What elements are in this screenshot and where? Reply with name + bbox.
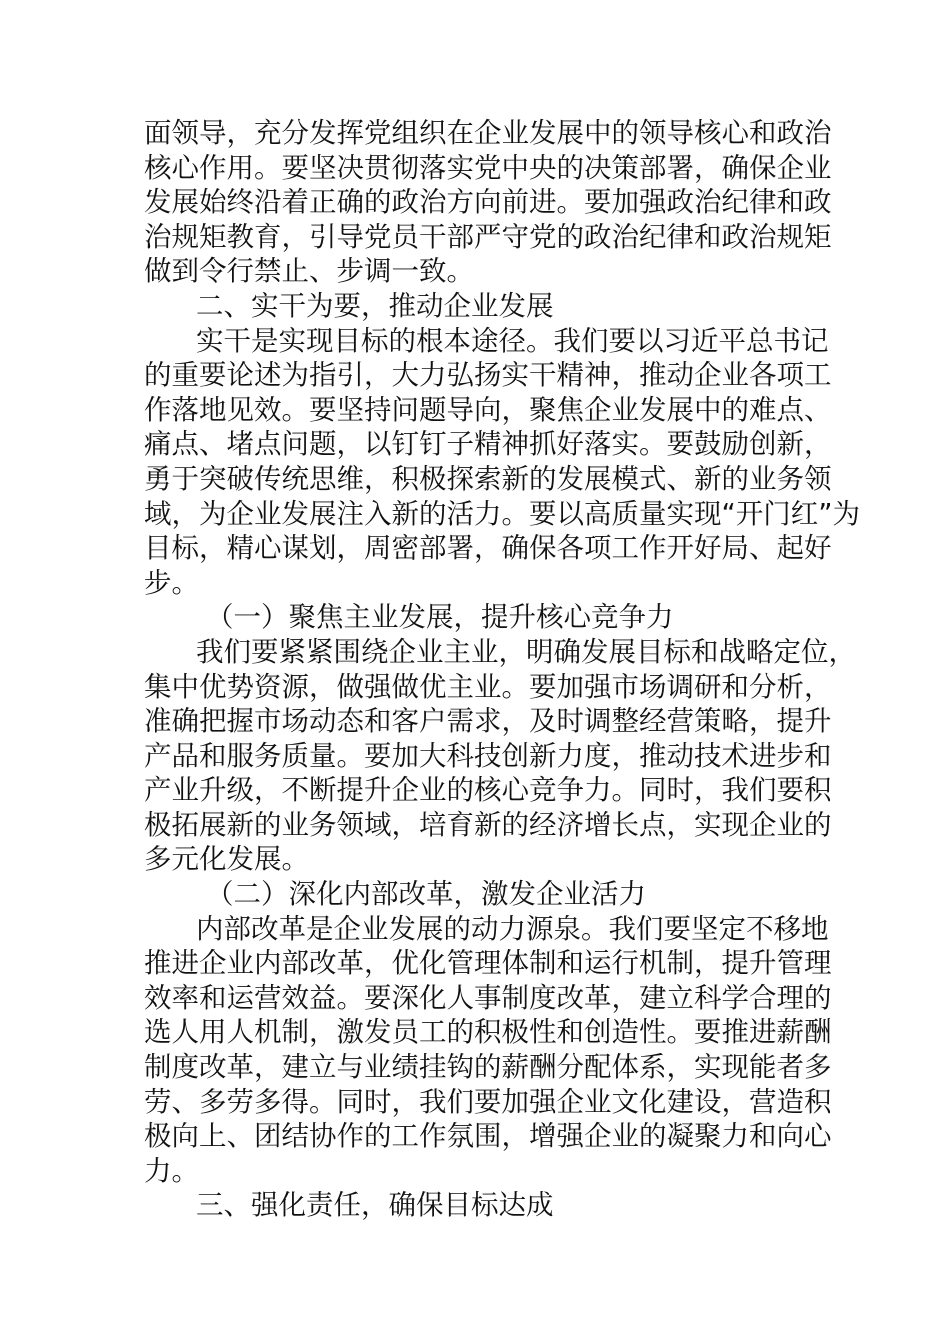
paragraph-line: 内部改革是企业发展的动力源泉。我们要坚定不移地 <box>196 912 829 945</box>
paragraph-line: 核心作用。要坚决贯彻落实党中央的决策部署，确保企业 <box>144 151 832 184</box>
paragraph-line: 产品和服务质量。要加大科技创新力度，推动技术进步和 <box>144 739 832 772</box>
paragraph-line: 我们要紧紧围绕企业主业，明确发展目标和战略定位， <box>196 635 856 668</box>
paragraph-line: 制度改革，建立与业绩挂钩的薪酬分配体系，实现能者多 <box>144 1051 832 1084</box>
paragraph-line: 治规矩教育，引导党员干部严守党的政治纪律和政治规矩 <box>144 220 832 253</box>
subsection-heading-1: （一）聚焦主业发展，提升核心竞争力 <box>206 601 674 634</box>
paragraph-line: 集中优势资源，做强做优主业。要加强市场调研和分析， <box>144 670 832 703</box>
paragraph-line: 面领导，充分发挥党组织在企业发展中的领导核心和政治 <box>144 117 832 149</box>
body-text <box>144 116 860 1223</box>
paragraph-line: 极向上、团结协作的工作氛围，增强企业的凝聚力和向心 <box>144 1120 832 1153</box>
paragraph-line: 劳、多劳多得。同时，我们要加强企业文化建设，营造积 <box>144 1085 832 1118</box>
paragraph-line: 力。 <box>144 1154 199 1187</box>
paragraph-line: 推进企业内部改革，优化管理体制和运行机制，提升管理 <box>144 947 832 980</box>
paragraph-line: 发展始终沿着正确的政治方向前进。要加强政治纪律和政 <box>144 186 832 219</box>
paragraph-line: 步。 <box>144 566 199 599</box>
paragraph-line: 选人用人机制，激发员工的积极性和创造性。要推进薪酬 <box>144 1016 832 1049</box>
paragraph-line: 效率和运营效益。要深化人事制度改革，建立科学合理的 <box>144 981 832 1014</box>
paragraph-line: 作落地见效。要坚持问题导向，聚焦企业发展中的难点、 <box>144 393 832 426</box>
paragraph-line: 域，为企业发展注入新的活力。要以高质量实现“开门红”为 <box>144 497 860 530</box>
paragraph-line: 目标，精心谋划，周密部署，确保各项工作开好局、起好 <box>144 532 832 565</box>
paragraph-line: 产业升级，不断提升企业的核心竞争力。同时，我们要积 <box>144 774 832 807</box>
section-heading-2: 二、实干为要，推动企业发展 <box>196 289 554 322</box>
paragraph-line: 痛点、堵点问题，以钉钉子精神抓好落实。要鼓励创新， <box>144 428 832 461</box>
paragraph-line: 做到令行禁止、步调一致。 <box>144 255 474 288</box>
paragraph-line: 勇于突破传统思维，积极探索新的发展模式、新的业务领 <box>144 462 832 495</box>
paragraph-line: 准确把握市场动态和客户需求，及时调整经营策略，提升 <box>144 705 832 738</box>
section-heading-3: 三、强化责任，确保目标达成 <box>196 1189 554 1222</box>
paragraph-line: 多元化发展。 <box>144 843 309 876</box>
paragraph-line: 极拓展新的业务领域，培育新的经济增长点，实现企业的 <box>144 808 832 841</box>
paragraph-line: 实干是实现目标的根本途径。我们要以习近平总书记 <box>196 324 829 357</box>
paragraph-line: 的重要论述为指引，大力弘扬实干精神，推动企业各项工 <box>144 359 832 392</box>
subsection-heading-2: （二）深化内部改革，激发企业活力 <box>206 878 646 911</box>
